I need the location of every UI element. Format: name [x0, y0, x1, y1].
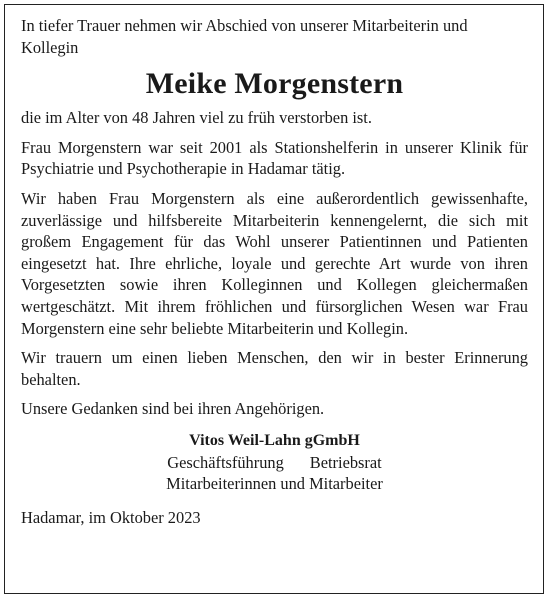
obituary-notice — [21, 15, 528, 528]
role-works-council: Betriebsrat — [309, 452, 382, 472]
company-name: Vitos Weil-Lahn gGmbH — [189, 431, 360, 449]
place-date: Hadamar, im Oktober 2023 — [21, 507, 201, 527]
age-line: die im Alter von 48 Jahren viel zu früh verstorben ist. — [21, 108, 372, 128]
tribute-paragraph: Wir haben Frau Morgenstern als eine außerordentlich gewissenhafte, zuverlässige und hilfsbereite Mitarbeiterin kennengelernt, die sich mit großem Engagement für das Wohl unserer Patientinnen und Patienten eingesetzt hat. Ihre ehrliche, loyale und gerechte Art wurde von ihren Vorgesetzten sowie ihren Kolleginnen und Kollegen gleichermaßen wertgeschätzt. Mit ihrem fröhlichen und fürsorglichen Wesen war Frau Morgenstern eine sehr beliebte Mitarbeiterin und Kollegin. — [21, 188, 528, 338]
mourning-paragraph: Wir trauern um einen lieben Menschen, den wir in bester Erinnerung behalten. — [21, 348, 528, 389]
signature-block — [21, 430, 528, 495]
thoughts-paragraph: Unsere Gedanken sind bei ihren Angehörigen. — [21, 399, 325, 419]
intro-text: In tiefer Trauer nehmen wir Abschied von unserer Mitarbeiterin und Kollegin — [21, 16, 468, 57]
staff-line: Mitarbeiterinnen und Mitarbeiter — [166, 474, 383, 494]
signature-roles — [21, 452, 528, 474]
deceased-name: Meike Morgenstern — [145, 67, 404, 101]
role-management: Geschäftsführung — [167, 452, 284, 472]
employment-paragraph: Frau Morgenstern war seit 2001 als Stationshelferin in unserer Klinik für Psychiatrie und Psychotherapie in Hadamar tätig. — [21, 137, 528, 179]
